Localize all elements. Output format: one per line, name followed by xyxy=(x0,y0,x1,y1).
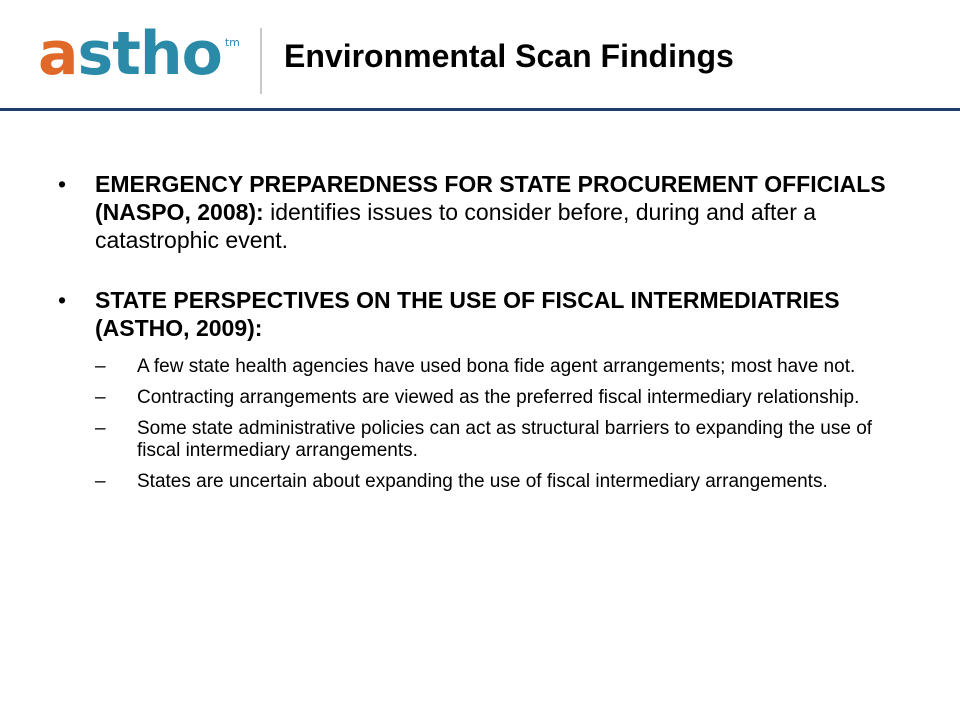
sub-bullet-dash: – xyxy=(95,387,106,408)
logo-wordmark xyxy=(38,19,222,89)
sub-bullet-item xyxy=(95,387,908,409)
slide-body xyxy=(58,170,908,493)
bullet-heading: EMERGENCY PREPAREDNESS FOR STATE PROCUREMENT OFFICIALS (NASPO, 2008): xyxy=(95,171,886,225)
sub-bullet-dash: – xyxy=(95,356,106,377)
slide-title: Environmental Scan Findings xyxy=(284,38,734,74)
logo-trademark: tm xyxy=(224,36,240,49)
sub-bullet-item xyxy=(95,356,908,378)
astho-logo xyxy=(38,19,240,92)
sub-bullet-dash: – xyxy=(95,418,106,439)
sub-bullet-list xyxy=(95,356,908,493)
bullet-dot: • xyxy=(58,287,67,313)
bullet-heading: STATE PERSPECTIVES ON THE USE OF FISCAL INTERMEDIATRIES (ASTHO, 2009): xyxy=(95,287,840,341)
logo-letter-a: a xyxy=(38,19,78,89)
sub-bullet-text: Contracting arrangements are viewed as the preferred fiscal intermediary relationship. xyxy=(137,387,860,408)
bullet-text: identifies issues to consider before, during and after a catastrophic event. xyxy=(95,199,817,253)
sub-bullet-item xyxy=(95,471,908,493)
bullet-item xyxy=(58,286,908,493)
sub-bullet-text: A few state health agencies have used bona fide agent arrangements; most have not. xyxy=(137,356,856,377)
sub-bullet-dash: – xyxy=(95,471,106,492)
header-rule xyxy=(0,108,960,111)
header-divider xyxy=(260,28,262,94)
slide-header xyxy=(0,0,960,108)
sub-bullet-text: States are uncertain about expanding the use of fiscal intermediary arrangements. xyxy=(137,471,828,492)
bullet-item xyxy=(58,170,908,254)
logo-letters-rest: stho xyxy=(77,19,222,89)
sub-bullet-text: Some state administrative policies can act as structural barriers to expanding the use of fiscal intermediary arrangements. xyxy=(137,418,873,461)
bullet-dot: • xyxy=(58,171,67,197)
sub-bullet-item xyxy=(95,418,908,462)
